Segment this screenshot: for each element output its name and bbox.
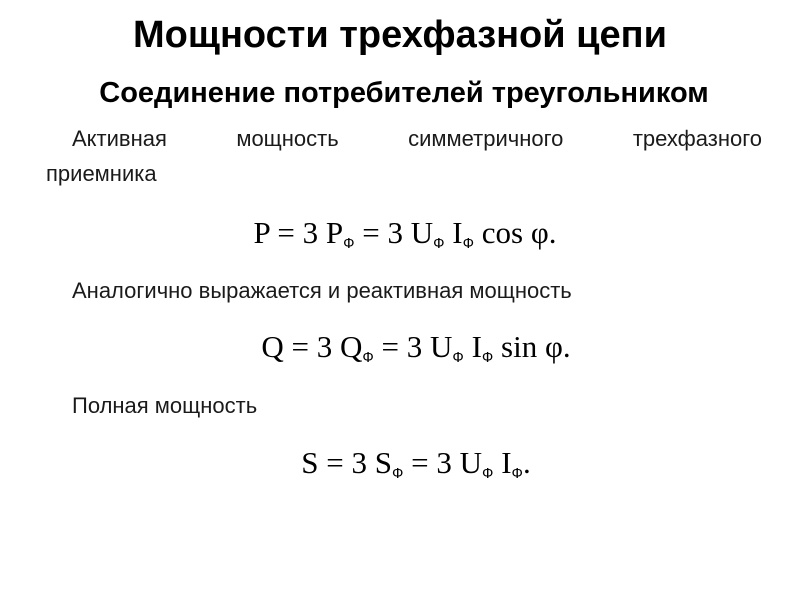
slide-subtitle: Соединение потребителей треугольником <box>99 77 709 109</box>
intro-text-line2: приемника <box>46 161 157 186</box>
reactive-power-formula <box>16 328 800 366</box>
formula-part: = 3 U <box>403 445 483 480</box>
reactive-power-text: Аналогично выражается и реактивная мощность <box>72 278 572 303</box>
slide-title: Мощности трехфазной цепи <box>133 14 667 56</box>
phase-subscript: Ф <box>362 349 374 366</box>
formula-part: . <box>522 445 531 480</box>
phase-subscript: Ф <box>433 235 445 252</box>
phase-subscript: Ф <box>392 465 404 482</box>
formula-part: I <box>493 445 512 480</box>
phase-subscript: Ф <box>343 235 355 252</box>
formula-part: I <box>463 329 482 364</box>
formula-part: S = 3 S <box>301 445 393 480</box>
formula-part: = 3 U <box>354 215 434 250</box>
phase-subscript: Ф <box>482 465 494 482</box>
full-power-text: Полная мощность <box>72 393 258 418</box>
phase-subscript: Ф <box>511 465 523 482</box>
apparent-power-formula <box>16 444 800 482</box>
phase-subscript: Ф <box>481 349 494 366</box>
formula-part: cos φ. <box>474 215 557 250</box>
formula-part: I <box>444 215 463 250</box>
phase-subscript: Ф <box>452 349 464 366</box>
formula-part: Q = 3 Q <box>261 329 363 364</box>
formula-part: = 3 U <box>373 329 453 364</box>
intro-text-line1: Активная мощность симметричного трехфазного <box>72 126 762 151</box>
formula-part: sin φ. <box>493 329 571 364</box>
formula-part: P = 3 P <box>253 215 344 250</box>
active-power-formula <box>5 214 800 252</box>
phase-subscript: Ф <box>462 235 475 252</box>
